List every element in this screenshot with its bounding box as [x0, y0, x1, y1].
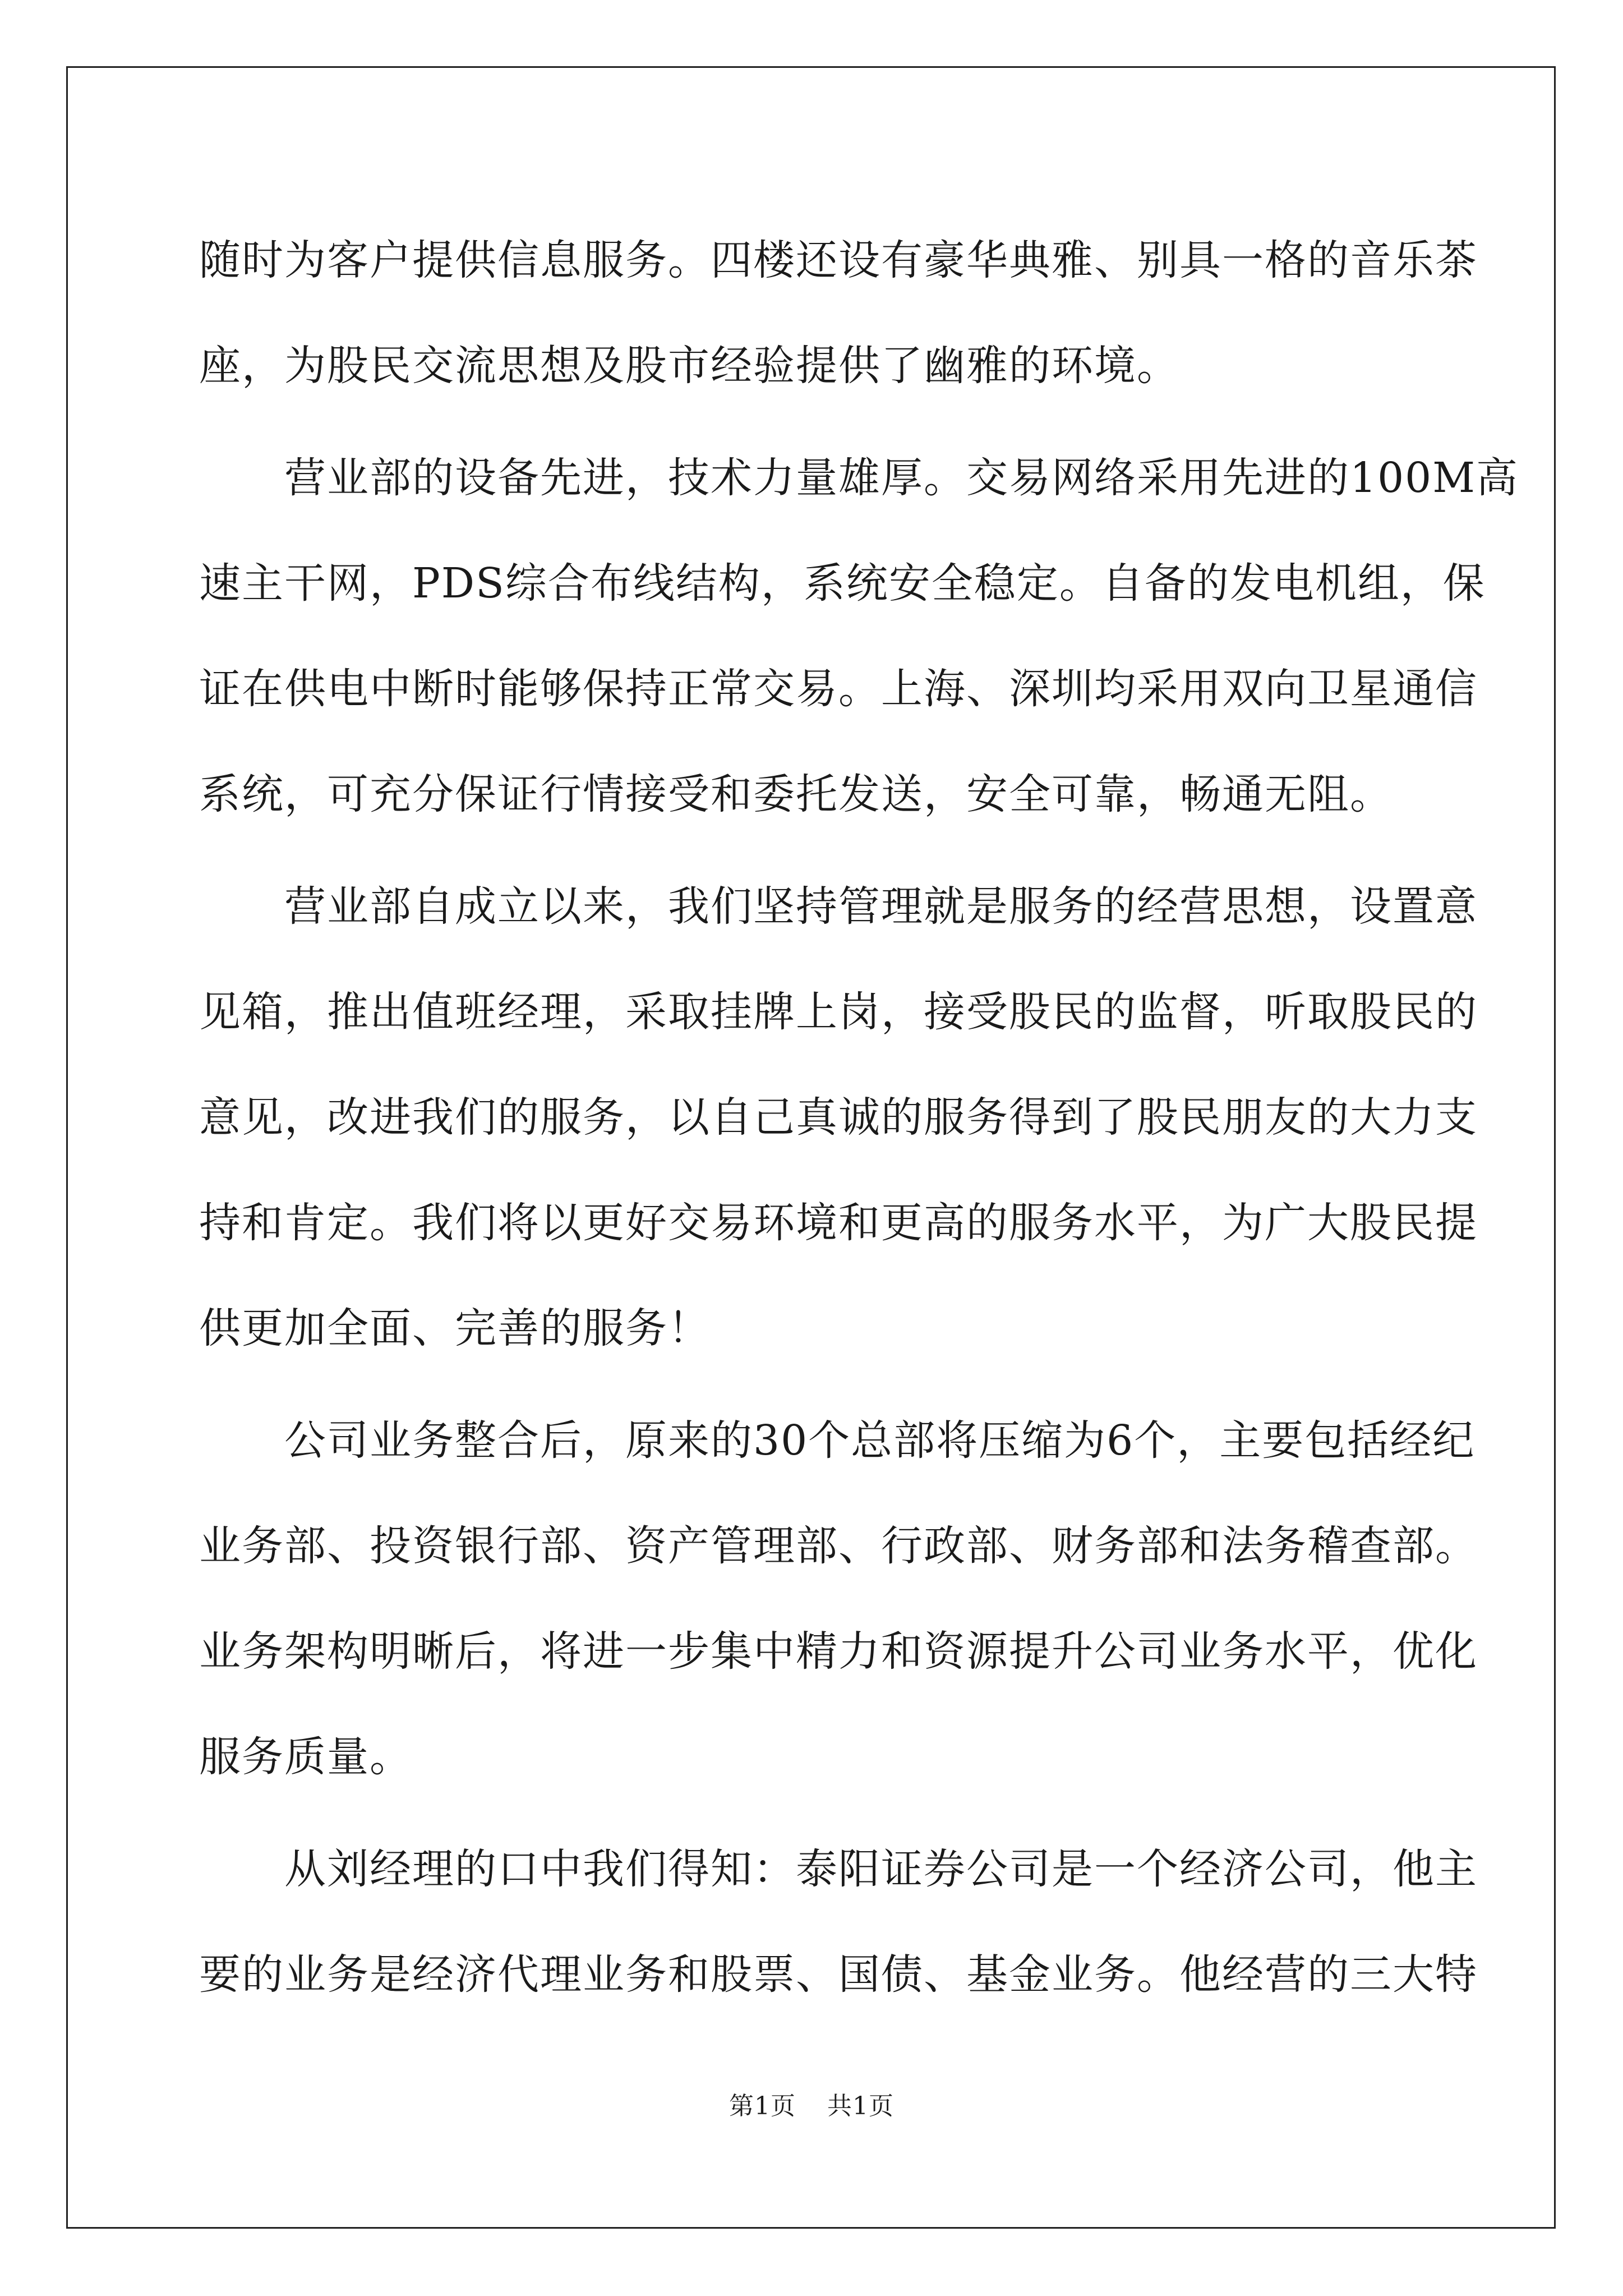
paragraph: [199, 425, 1519, 847]
text-line: 营业部的设备先进，技术力量雄厚。交易网络采用先进的100M高: [199, 454, 1519, 502]
text-line: 业务部、投资银行部、资产管理部、行政部、财务部和法务稽查部。: [199, 1522, 1478, 1570]
text-line: 见箱，推出值班经理，采取挂牌上岗，接受股民的监督，听取股民的: [199, 988, 1478, 1036]
text-line: 服务质量。: [199, 1733, 412, 1781]
document-body: [199, 208, 1519, 2027]
text-line: 意见，改进我们的服务，以自己真诚的服务得到了股民朋友的大力支: [199, 1093, 1478, 1142]
text-line: 业务架构明晰后，将进一步集中精力和资源提升公司业务水平，优化: [199, 1627, 1478, 1676]
text-line: 供更加全面、完善的服务！: [199, 1304, 711, 1352]
text-line: 随时为客户提供信息服务。四楼还设有豪华典雅、别具一格的音乐茶: [199, 236, 1478, 284]
paragraph: [199, 208, 1478, 418]
text-line: 从刘经理的口中我们得知：泰阳证券公司是一个经济公司，他主: [199, 1845, 1478, 1893]
text-line: 公司业务整合后，原来的30个总部将压缩为6个，主要包括经纪: [199, 1416, 1476, 1465]
text-line: 持和肯定。我们将以更好交易环境和更高的服务水平，为广大股民提: [199, 1199, 1478, 1247]
text-line: 营业部自成立以来，我们坚持管理就是服务的经营思想，设置意: [199, 882, 1478, 931]
page-total: 共1页: [827, 2092, 894, 2120]
text-line: 座，为股民交流思想及股市经验提供了幽雅的环境。: [199, 342, 1179, 390]
text-line: 系统，可充分保证行情接受和委托发送，安全可靠，畅通无阻。: [199, 770, 1393, 818]
page-number: 第1页: [729, 2092, 796, 2120]
page-footer: [0, 2086, 1623, 2122]
text-line: 速主干网，PDS综合布线结构，系统安全稳定。自备的发电机组，保: [199, 559, 1486, 608]
text-line: 要的业务是经济代理业务和股票、国债、基金业务。他经营的三大特: [199, 1950, 1478, 1999]
paragraph: [199, 854, 1478, 1381]
paragraph: [199, 1816, 1478, 2027]
paragraph: [199, 1388, 1478, 1810]
text-line: 证在供电中断时能够保持正常交易。上海、深圳均采用双向卫星通信: [199, 665, 1478, 713]
